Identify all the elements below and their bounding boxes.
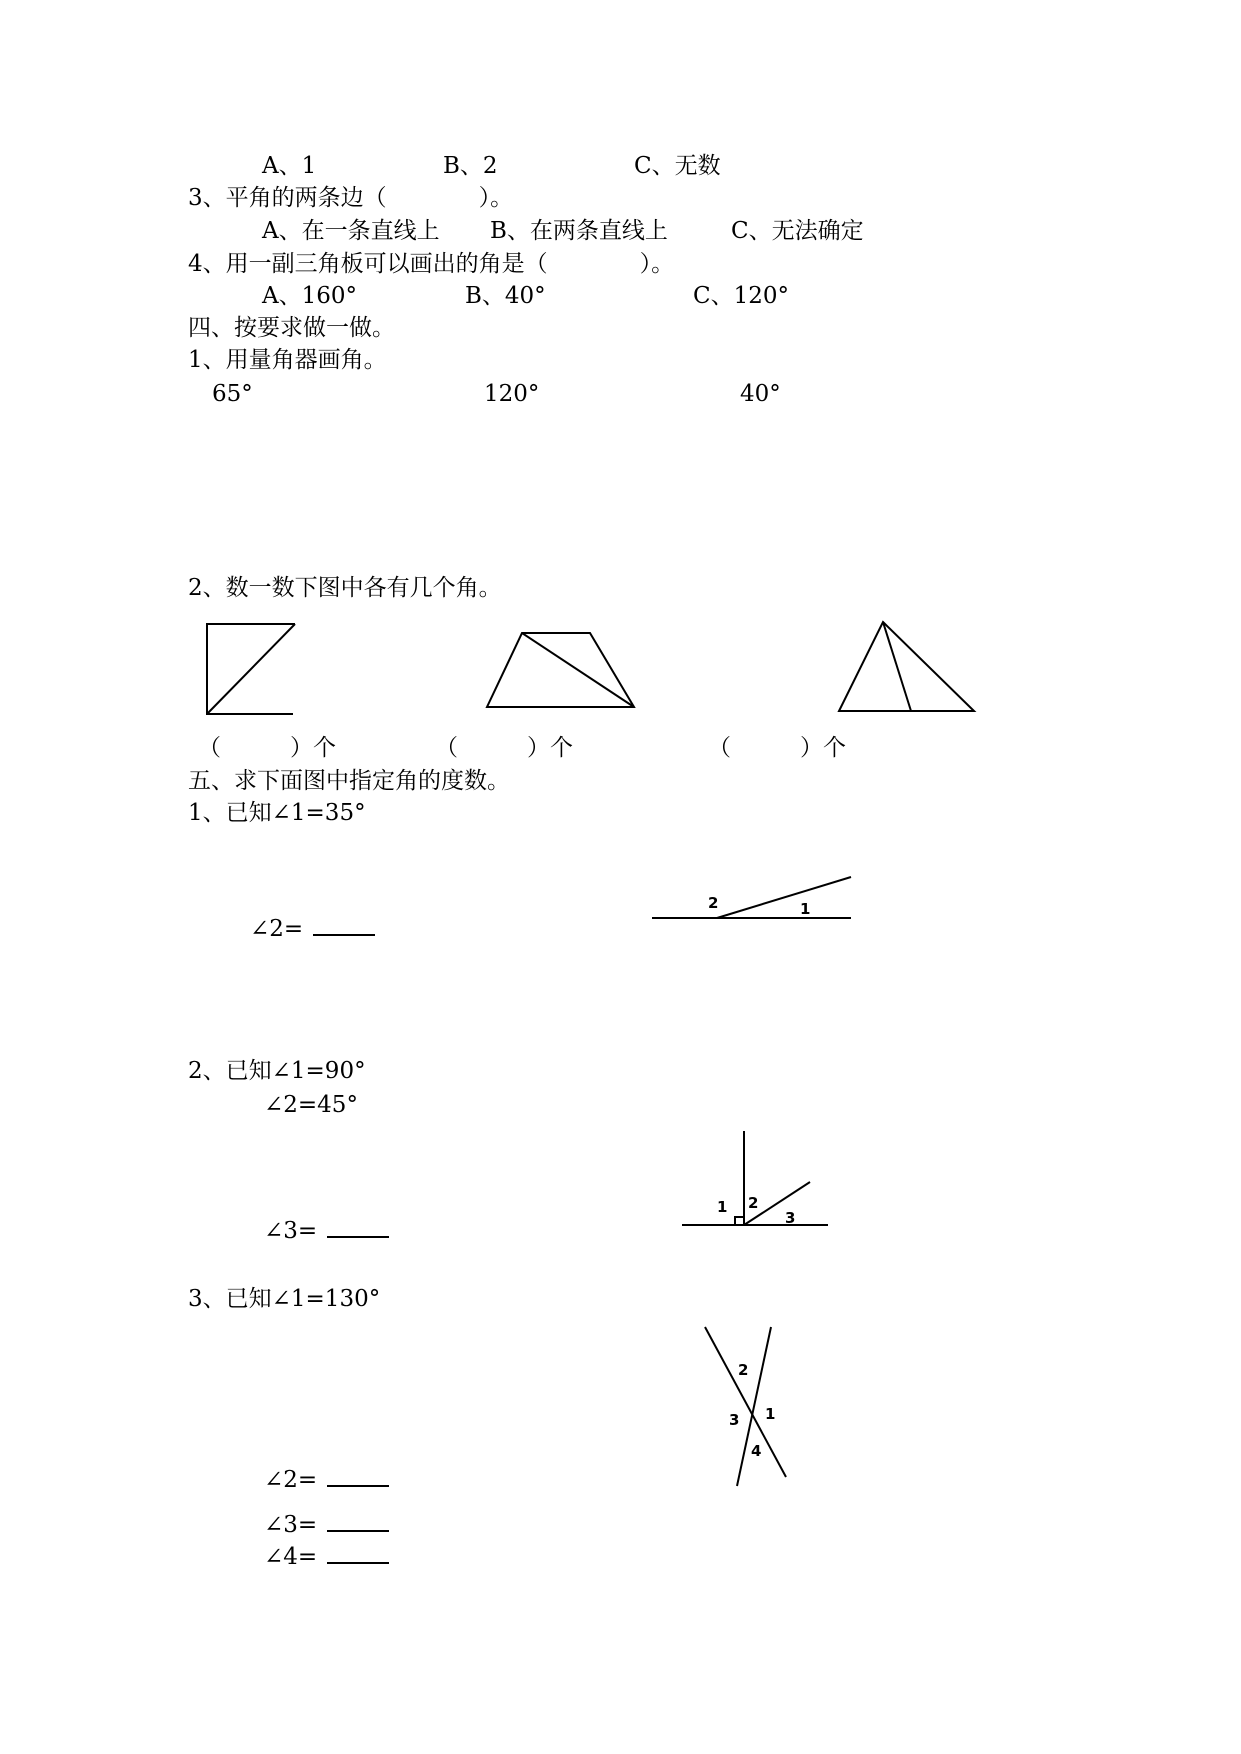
q4-option-c: C、120° <box>693 283 789 309</box>
answer-trapezoid: （ ）个 <box>435 735 573 761</box>
p1-label-1: 1 <box>800 900 811 918</box>
s5-p2-given: 2、已知∠1=90° <box>188 1058 366 1084</box>
s5-p3-ask-2: ∠2= <box>264 1466 389 1494</box>
s5-p1-ask: ∠2= <box>250 915 375 943</box>
s5-p2-given2: ∠2=45° <box>264 1092 358 1118</box>
p2-label-2: 2 <box>748 1194 759 1212</box>
p2-label-1: 1 <box>717 1198 728 1216</box>
q3-option-b: B、在两条直线上 <box>490 218 668 244</box>
answer-triangle: （ ）个 <box>708 735 846 761</box>
p2-label-3: 3 <box>785 1209 796 1227</box>
section-4-title: 四、按要求做一做。 <box>188 315 395 341</box>
angle-120: 120° <box>484 381 540 407</box>
s5-p3-ask-4: ∠4= <box>264 1543 389 1571</box>
q3-option-c: C、无法确定 <box>731 218 864 244</box>
angle-65: 65° <box>212 381 253 407</box>
p3-label-3: 3 <box>729 1411 740 1429</box>
answer-square: （ ）个 <box>198 735 336 761</box>
p3-label-1: 1 <box>765 1405 776 1423</box>
section-4-part-1: 1、用量角器画角。 <box>188 347 387 373</box>
s5-p2-ask: ∠3= <box>264 1217 389 1245</box>
p3-label-2: 2 <box>738 1361 749 1379</box>
s5-p3-given: 3、已知∠1=130° <box>188 1286 381 1312</box>
section-4-part-2: 2、数一数下图中各有几个角。 <box>188 575 502 601</box>
angle-40: 40° <box>740 381 781 407</box>
q3-option-a: A、在一条直线上 <box>262 218 440 244</box>
q2-option-a: A、1 <box>262 153 317 179</box>
p1-label-2: 2 <box>708 894 719 912</box>
s5-p3-ask-3: ∠3= <box>264 1511 389 1539</box>
p3-label-4: 4 <box>751 1442 762 1460</box>
q2-option-b: B、2 <box>443 153 498 179</box>
q4-option-b: B、40° <box>465 283 546 309</box>
q4-stem: 4、用一副三角板可以画出的角是（ ）。 <box>188 251 675 277</box>
section-5-title: 五、求下面图中指定角的度数。 <box>188 768 510 794</box>
q3-stem: 3、平角的两条边（ ）。 <box>188 185 514 211</box>
s5-p1-given: 1、已知∠1=35° <box>188 800 366 826</box>
q2-option-c: C、无数 <box>634 153 721 179</box>
q4-option-a: A、160° <box>262 283 358 309</box>
